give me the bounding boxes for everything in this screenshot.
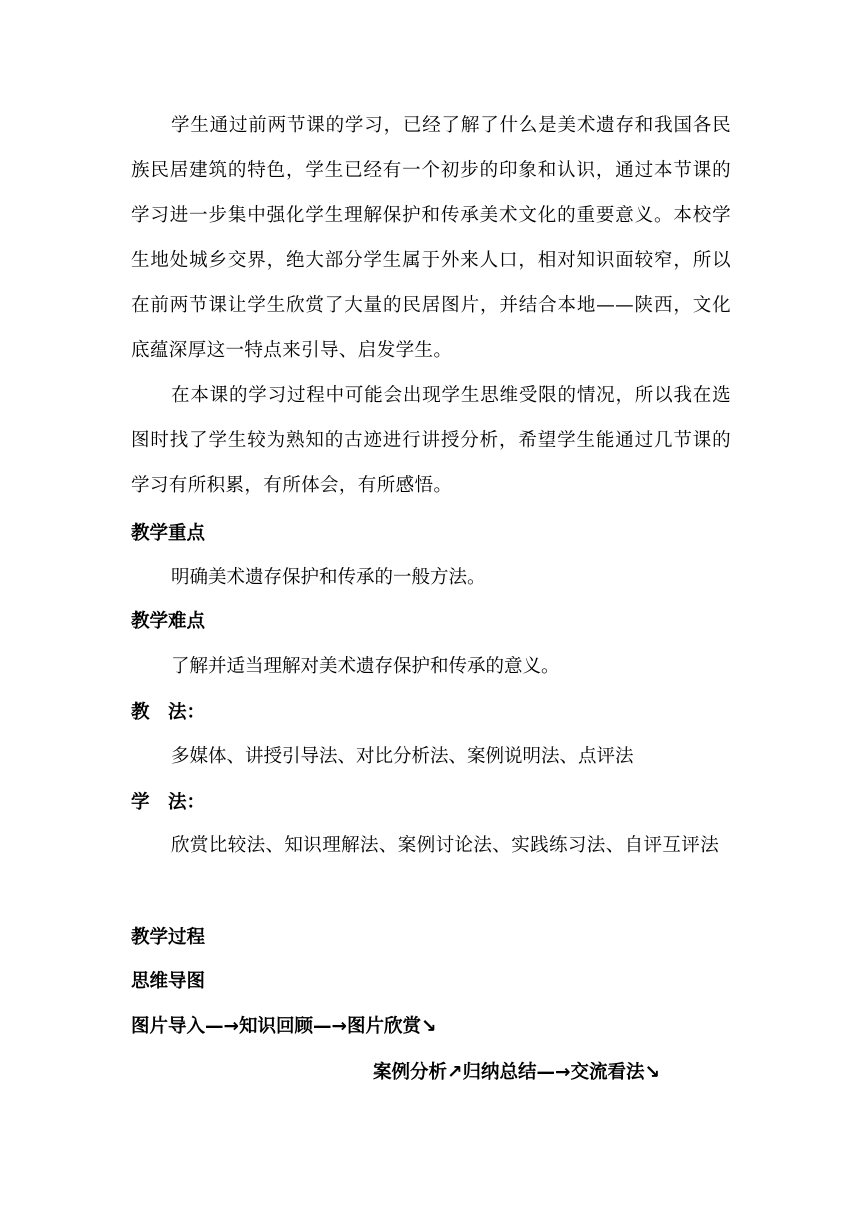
process-heading: 教学过程 [131,927,206,948]
teaching-method-text: 多媒体、讲授引导法、对比分析法、案例说明法、点评法 [171,746,634,767]
mind-map-heading: 思维导图 [131,971,206,992]
intro-paragraph-2: 在本课的学习过程中可能会出现学生思维受限的情况，所以我在选图时找了学生较为熟知的古迹进行讲授分析，希望学生能通过几节课的学习有所积累，有所体会，有所感悟。 [131,385,731,496]
intro-paragraph-1: 学生通过前两节课的学习，已经了解了什么是美术遗存和我国各民族民居建筑的特色，学生已经有一个初步的印象和认识，通过本节课的学习进一步集中强化学生理解保护和传承美术文化的重要意义。本校学生地处城乡交界，绝大部分学生属于外来人口，相对知识面较窄，所以在前两节课让学生欣赏了大量的民居图片，并结合本地——陕西，文化底蕴深厚这一特点来引导、启发学生。 [131,115,731,361]
mind-map-flow-line-2: 案例分析↗归纳总结—→交流看法↘ [373,1062,661,1083]
mind-map-flow-line-1: 图片导入—→知识回顾—→图片欣赏↘ [131,1016,437,1037]
key-point-text: 明确美术遗存保护和传承的一般方法。 [171,567,486,588]
key-point-heading: 教学重点 [131,523,206,544]
teaching-method-heading: 教 法： [131,702,206,723]
learning-method-text: 欣赏比较法、知识理解法、案例讨论法、实践练习法、自评互评法 [171,835,720,856]
difficulty-heading: 教学难点 [131,611,206,632]
difficulty-text: 了解并适当理解对美术遗存保护和传承的意义。 [171,656,560,677]
learning-method-heading: 学 法： [131,792,206,813]
